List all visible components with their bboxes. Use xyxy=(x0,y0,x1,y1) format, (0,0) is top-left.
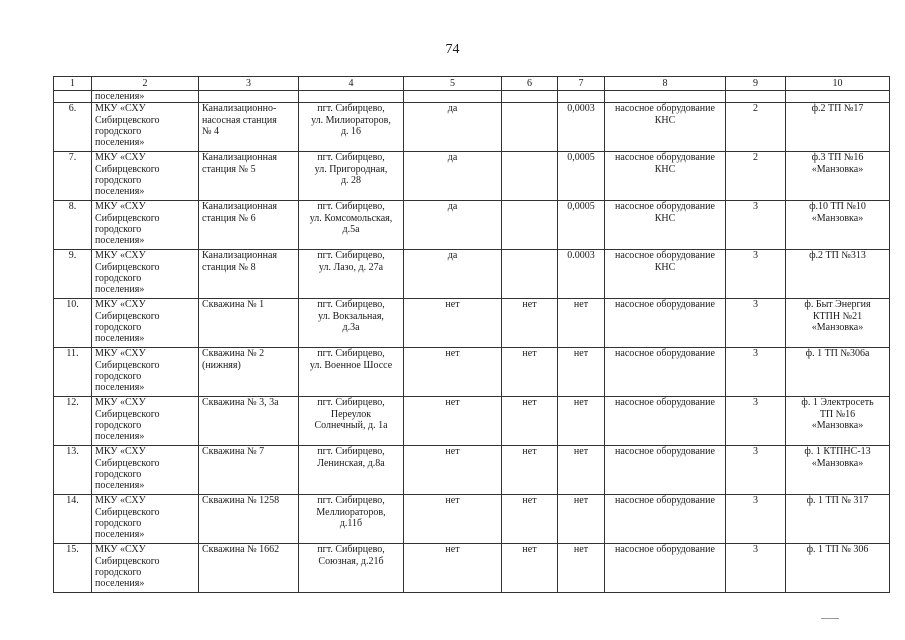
header-cell: 6 xyxy=(502,77,558,91)
owner-cell-line: городского xyxy=(95,223,142,235)
object-cell xyxy=(199,152,299,201)
address-cell xyxy=(299,495,404,544)
equipment-cell xyxy=(605,397,726,446)
address-cell-line: ул. Лазо, д. 27а xyxy=(318,261,384,273)
table-row xyxy=(54,544,890,593)
owner-cell xyxy=(92,250,199,299)
col7-cell: нет xyxy=(558,544,605,593)
address-cell xyxy=(299,201,404,250)
address-cell-line: пгт. Сибирцево, xyxy=(317,250,385,262)
feeder-cell-line: ф. 1 ТП №306а xyxy=(805,348,870,360)
feeder-cell xyxy=(786,103,890,152)
category-cell: 3 xyxy=(726,348,786,397)
equipment-cell-line: насосное оборудование xyxy=(615,544,715,556)
owner-cell-line: городского xyxy=(95,468,142,480)
owner-cell-line: поселения» xyxy=(95,529,145,541)
col6-cell xyxy=(502,250,558,299)
col5-cell: нет xyxy=(404,299,502,348)
feeder-cell-line: «Манзовка» xyxy=(811,212,864,224)
col5-cell: да xyxy=(404,103,502,152)
category-cell: 3 xyxy=(726,495,786,544)
address-cell-line: пгт. Сибирцево, xyxy=(317,348,385,360)
owner-cell-line: МКУ «СХУ xyxy=(95,495,146,507)
object-cell-line: Скважина № 1 xyxy=(202,299,265,311)
header-cell: 8 xyxy=(605,77,726,91)
row-number: 15. xyxy=(54,544,92,593)
continuation-text: поселения» xyxy=(92,91,199,103)
object-cell xyxy=(199,201,299,250)
address-cell xyxy=(299,152,404,201)
equipment-cell xyxy=(605,103,726,152)
object-cell xyxy=(199,250,299,299)
header-cell: 1 xyxy=(54,77,92,91)
equipment-cell-line: КНС xyxy=(654,261,676,273)
owner-cell-line: поселения» xyxy=(95,431,145,443)
feeder-cell-line: «Манзовка» xyxy=(811,419,864,431)
address-cell xyxy=(299,348,404,397)
address-cell xyxy=(299,397,404,446)
col7-cell: 0,0003 xyxy=(558,103,605,152)
col6-cell: нет xyxy=(502,397,558,446)
owner-cell-line: МКУ «СХУ xyxy=(95,250,146,262)
feeder-cell-line: «Манзовка» xyxy=(811,321,864,333)
feeder-cell xyxy=(786,201,890,250)
feeder-cell-line: ф.3 ТП №16 xyxy=(811,152,864,164)
owner-cell-line: Сибирцевского xyxy=(95,555,160,567)
owner-cell-line: поселения» xyxy=(95,235,145,247)
owner-cell xyxy=(92,103,199,152)
object-cell-line: Скважина № 7 xyxy=(202,446,265,458)
address-cell-line: д. 16 xyxy=(340,125,362,137)
feeder-cell-line: ф. 1 КТПНС-13 xyxy=(804,446,871,458)
page-number: 74 xyxy=(445,42,460,57)
address-cell-line: ул. Военное Шоссе xyxy=(309,359,393,371)
col7-cell: нет xyxy=(558,446,605,495)
col7-cell: нет xyxy=(558,348,605,397)
feeder-cell-line: ф. 1 ТП № 306 xyxy=(806,544,869,556)
col6-cell: нет xyxy=(502,299,558,348)
address-cell xyxy=(299,250,404,299)
owner-cell-line: Сибирцевского xyxy=(95,261,160,273)
owner-cell-line: Сибирцевского xyxy=(95,212,160,224)
category-cell: 3 xyxy=(726,250,786,299)
equipment-cell-line: насосное оборудование xyxy=(615,201,715,213)
row-number: 7. xyxy=(54,152,92,201)
equipment-cell-line: насосное оборудование xyxy=(615,103,715,115)
owner-cell-line: МКУ «СХУ xyxy=(95,152,146,164)
col5-cell: нет xyxy=(404,495,502,544)
owner-cell-line: Сибирцевского xyxy=(95,114,160,126)
address-cell-line: пгт. Сибирцево, xyxy=(317,446,385,458)
object-cell xyxy=(199,397,299,446)
table-body xyxy=(54,77,890,593)
address-cell-line: Солнечный, д. 1а xyxy=(314,419,388,431)
equipment-cell xyxy=(605,201,726,250)
col6-cell: нет xyxy=(502,348,558,397)
owner-cell-line: поселения» xyxy=(95,284,145,296)
col7-cell: нет xyxy=(558,495,605,544)
address-cell-line: Переулок xyxy=(330,408,372,420)
col5-cell: да xyxy=(404,201,502,250)
col6-cell: нет xyxy=(502,544,558,593)
owner-cell-line: городского xyxy=(95,125,142,137)
header-cell: 10 xyxy=(786,77,890,91)
col6-cell: нет xyxy=(502,495,558,544)
owner-cell xyxy=(92,299,199,348)
table-row xyxy=(54,446,890,495)
col6-cell: нет xyxy=(502,446,558,495)
address-cell-line: Ленинская, д.8а xyxy=(317,457,385,469)
row-number: 8. xyxy=(54,201,92,250)
row-number: 13. xyxy=(54,446,92,495)
category-cell: 3 xyxy=(726,446,786,495)
address-cell xyxy=(299,446,404,495)
equipment-cell-line: КНС xyxy=(654,163,676,175)
table-row xyxy=(54,152,890,201)
address-cell-line: пгт. Сибирцево, xyxy=(317,397,385,409)
row-number: 14. xyxy=(54,495,92,544)
owner-cell xyxy=(92,397,199,446)
owner-cell-line: МКУ «СХУ xyxy=(95,201,146,213)
feeder-cell-line: ф.10 ТП №10 xyxy=(809,201,866,213)
feeder-cell xyxy=(786,446,890,495)
equipment-cell xyxy=(605,446,726,495)
feeder-cell xyxy=(786,250,890,299)
object-cell-line: Скважина № 1662 xyxy=(202,544,280,556)
equipment-cell-line: насосное оборудование xyxy=(615,152,715,164)
owner-cell-line: Сибирцевского xyxy=(95,359,160,371)
feeder-cell xyxy=(786,348,890,397)
equipment-cell-line: насосное оборудование xyxy=(615,495,715,507)
object-cell xyxy=(199,446,299,495)
owner-cell-line: поселения» xyxy=(95,137,145,149)
address-cell-line: пгт. Сибирцево, xyxy=(317,299,385,311)
feeder-cell-line: КТПН №21 xyxy=(812,310,863,322)
owner-cell-line: Сибирцевского xyxy=(95,408,160,420)
col5-cell: нет xyxy=(404,397,502,446)
owner-cell-line: МКУ «СХУ xyxy=(95,446,146,458)
feeder-cell-line: ф. 1 Электросеть xyxy=(801,397,874,409)
owner-cell-line: Сибирцевского xyxy=(95,506,160,518)
object-cell-line: Канализационная xyxy=(202,152,278,164)
owner-cell-line: городского xyxy=(95,419,142,431)
equipment-cell-line: КНС xyxy=(654,114,676,126)
table-row xyxy=(54,250,890,299)
feeder-cell xyxy=(786,299,890,348)
feeder-cell-line: «Манзовка» xyxy=(811,457,864,469)
object-cell-line: (нижняя) xyxy=(202,359,241,371)
object-cell-line: станция № 8 xyxy=(202,261,256,273)
category-cell: 3 xyxy=(726,397,786,446)
equipment-table xyxy=(53,76,890,593)
object-cell xyxy=(199,299,299,348)
owner-cell-line: городского xyxy=(95,174,142,186)
address-cell-line: Меллиораторов, xyxy=(316,506,386,518)
feeder-cell-line: ТП №16 xyxy=(819,408,856,420)
equipment-cell xyxy=(605,348,726,397)
feeder-cell xyxy=(786,152,890,201)
col5-cell: да xyxy=(404,152,502,201)
feeder-cell xyxy=(786,544,890,593)
continuation-row xyxy=(54,91,890,103)
equipment-cell xyxy=(605,250,726,299)
address-cell xyxy=(299,544,404,593)
equipment-cell xyxy=(605,544,726,593)
object-cell xyxy=(199,103,299,152)
owner-cell-line: Сибирцевского xyxy=(95,310,160,322)
feeder-cell-line: «Манзовка» xyxy=(811,163,864,175)
table-row xyxy=(54,201,890,250)
scan-mark xyxy=(821,618,839,619)
object-cell-line: Канализационная xyxy=(202,250,278,262)
object-cell-line: станция № 5 xyxy=(202,163,256,175)
address-cell-line: д.5а xyxy=(342,223,360,235)
equipment-cell-line: насосное оборудование xyxy=(615,348,715,360)
owner-cell-line: МКУ «СХУ xyxy=(95,348,146,360)
owner-cell-line: МКУ «СХУ xyxy=(95,397,146,409)
category-cell: 3 xyxy=(726,299,786,348)
object-cell xyxy=(199,544,299,593)
category-cell: 3 xyxy=(726,201,786,250)
owner-cell-line: городского xyxy=(95,517,142,529)
equipment-cell-line: насосное оборудование xyxy=(615,250,715,262)
owner-cell-line: МКУ «СХУ xyxy=(95,544,146,556)
col7-cell: 0.0003 xyxy=(558,250,605,299)
feeder-cell-line: ф. 1 ТП № 317 xyxy=(806,495,869,507)
owner-cell-line: городского xyxy=(95,370,142,382)
header-cell: 9 xyxy=(726,77,786,91)
object-cell xyxy=(199,348,299,397)
header-row xyxy=(54,77,890,91)
object-cell-line: станция № 6 xyxy=(202,212,256,224)
table-row xyxy=(54,397,890,446)
object-cell-line: Канализационно- xyxy=(202,103,277,115)
row-number: 12. xyxy=(54,397,92,446)
owner-cell-line: Сибирцевского xyxy=(95,163,160,175)
feeder-cell-line: ф.2 ТП №313 xyxy=(809,250,866,262)
feeder-cell xyxy=(786,495,890,544)
col6-cell xyxy=(502,152,558,201)
row-number: 6. xyxy=(54,103,92,152)
owner-cell-line: поселения» xyxy=(95,186,145,198)
col5-cell: да xyxy=(404,250,502,299)
table-row xyxy=(54,103,890,152)
table-row xyxy=(54,348,890,397)
category-cell: 3 xyxy=(726,544,786,593)
header-cell: 4 xyxy=(299,77,404,91)
row-number: 10. xyxy=(54,299,92,348)
address-cell-line: ул. Вокзальная, xyxy=(318,310,384,322)
row-number: 11. xyxy=(54,348,92,397)
col7-cell: нет xyxy=(558,397,605,446)
owner-cell xyxy=(92,348,199,397)
row-number: 9. xyxy=(54,250,92,299)
equipment-cell xyxy=(605,299,726,348)
header-cell: 2 xyxy=(92,77,199,91)
owner-cell xyxy=(92,201,199,250)
address-cell-line: ул. Пригородная, xyxy=(314,163,388,175)
owner-cell-line: поселения» xyxy=(95,480,145,492)
owner-cell-line: поселения» xyxy=(95,578,145,590)
object-cell-line: насосная станция xyxy=(202,114,277,126)
address-cell-line: пгт. Сибирцево, xyxy=(317,201,385,213)
category-cell: 2 xyxy=(726,152,786,201)
owner-cell xyxy=(92,446,199,495)
col7-cell: 0,0005 xyxy=(558,152,605,201)
object-cell-line: Канализационная xyxy=(202,201,278,213)
owner-cell xyxy=(92,544,199,593)
owner-cell-line: городского xyxy=(95,321,142,333)
feeder-cell-line: ф.2 ТП №17 xyxy=(811,103,864,115)
equipment-cell xyxy=(605,495,726,544)
table-row xyxy=(54,495,890,544)
address-cell xyxy=(299,103,404,152)
col5-cell: нет xyxy=(404,348,502,397)
address-cell-line: пгт. Сибирцево, xyxy=(317,495,385,507)
col7-cell: нет xyxy=(558,299,605,348)
feeder-cell xyxy=(786,397,890,446)
owner-cell xyxy=(92,152,199,201)
object-cell-line: Скважина № 3, 3а xyxy=(202,397,279,409)
col5-cell: нет xyxy=(404,446,502,495)
col5-cell: нет xyxy=(404,544,502,593)
address-cell-line: д.11б xyxy=(339,517,363,529)
equipment-cell xyxy=(605,152,726,201)
col6-cell xyxy=(502,201,558,250)
col6-cell xyxy=(502,103,558,152)
owner-cell-line: поселения» xyxy=(95,333,145,345)
address-cell-line: д.3а xyxy=(342,321,360,333)
equipment-cell-line: насосное оборудование xyxy=(615,299,715,311)
address-cell-line: д. 28 xyxy=(340,174,362,186)
address-cell-line: Союзная, д.21б xyxy=(318,555,384,567)
category-cell: 2 xyxy=(726,103,786,152)
table-row xyxy=(54,299,890,348)
header-cell: 5 xyxy=(404,77,502,91)
owner-cell-line: МКУ «СХУ xyxy=(95,299,146,311)
feeder-cell-line: ф. Быт Энергия xyxy=(804,299,871,311)
object-cell-line: Скважина № 1258 xyxy=(202,495,280,507)
address-cell-line: пгт. Сибирцево, xyxy=(317,152,385,164)
equipment-cell-line: насосное оборудование xyxy=(615,446,715,458)
owner-cell-line: Сибирцевского xyxy=(95,457,160,469)
owner-cell-line: МКУ «СХУ xyxy=(95,103,146,115)
address-cell-line: пгт. Сибирцево, xyxy=(317,544,385,556)
owner-cell-line: поселения» xyxy=(95,382,145,394)
address-cell-line: ул. Комсомольская, xyxy=(309,212,393,224)
address-cell-line: ул. Милиораторов, xyxy=(311,114,391,126)
object-cell-line: Скважина № 2 xyxy=(202,348,265,360)
equipment-cell-line: КНС xyxy=(654,212,676,224)
col7-cell: 0,0005 xyxy=(558,201,605,250)
equipment-cell-line: насосное оборудование xyxy=(615,397,715,409)
owner-cell-line: городского xyxy=(95,272,142,284)
object-cell xyxy=(199,495,299,544)
owner-cell xyxy=(92,495,199,544)
address-cell-line: пгт. Сибирцево, xyxy=(317,103,385,115)
address-cell xyxy=(299,299,404,348)
owner-cell-line: городского xyxy=(95,566,142,578)
object-cell-line: № 4 xyxy=(202,125,220,137)
header-cell: 3 xyxy=(199,77,299,91)
header-cell: 7 xyxy=(558,77,605,91)
